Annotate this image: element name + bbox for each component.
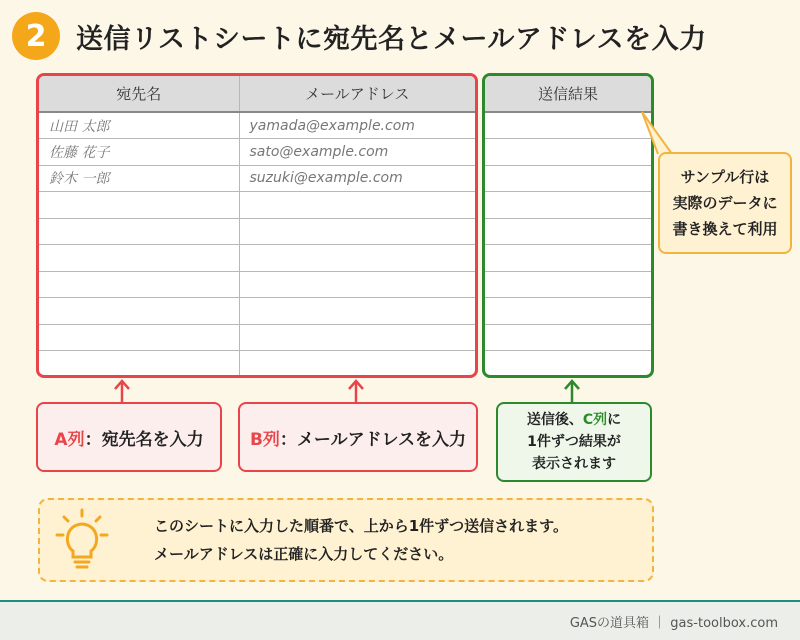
cell-name: 佐藤 花子 — [39, 139, 239, 166]
cell-email: suzuki@example.com — [239, 165, 475, 192]
cell-result — [485, 112, 651, 139]
cell-result — [485, 351, 651, 378]
arrow-up-icon — [562, 378, 582, 404]
column-c-line3: 表示されます — [532, 456, 616, 472]
table-row — [485, 298, 651, 325]
header — [12, 10, 707, 62]
cell-result — [485, 165, 651, 192]
cell-name — [39, 271, 239, 298]
cell-name: 鈴木 一郎 — [39, 165, 239, 192]
header-name: 宛先名 — [39, 76, 239, 112]
table-row — [39, 245, 475, 272]
tip-line-2: メールアドレスは正確に入力してください。 — [154, 545, 454, 563]
result-column-panel — [482, 73, 654, 378]
recipient-table — [39, 76, 475, 378]
sample-row-callout — [658, 152, 792, 254]
cell-name — [39, 324, 239, 351]
cell-result — [485, 324, 651, 351]
cell-name — [39, 351, 239, 378]
cell-email — [239, 324, 475, 351]
table-row — [39, 271, 475, 298]
cell-name — [39, 218, 239, 245]
table-row — [485, 192, 651, 219]
table-row — [39, 218, 475, 245]
cell-name — [39, 298, 239, 325]
header-email: メールアドレス — [239, 76, 475, 112]
column-c-line1: 送信後、 — [526, 412, 583, 428]
footer-credit: GASの道具箱 ｜ gas-toolbox.com — [569, 615, 778, 631]
cell-result — [485, 245, 651, 272]
arrow-up-icon — [112, 378, 132, 404]
table-row — [39, 112, 475, 139]
column-b-label — [238, 402, 478, 472]
arrow-up-icon — [346, 378, 366, 404]
cell-email — [239, 298, 475, 325]
table-row — [485, 351, 651, 378]
column-a-label — [36, 402, 222, 472]
cell-result — [485, 271, 651, 298]
cell-email — [239, 218, 475, 245]
footer — [0, 600, 800, 640]
column-c-label — [496, 402, 652, 482]
cell-result — [485, 192, 651, 219]
cell-result — [485, 218, 651, 245]
page-title: 送信リストシートに宛先名とメールアドレスを入力 — [76, 23, 707, 55]
column-b-text: ：メールアドレスを入力 — [279, 429, 467, 450]
callout-line: 書き換えて利用 — [672, 220, 778, 238]
table-row — [39, 351, 475, 378]
result-table — [485, 76, 651, 378]
input-columns-panel — [36, 73, 478, 378]
column-c-name: C列 — [582, 412, 608, 428]
column-c-line2: 1件ずつ結果が — [527, 434, 621, 450]
cell-email: yamada@example.com — [239, 112, 475, 139]
cell-result — [485, 298, 651, 325]
column-c-line1-end: に — [607, 412, 622, 428]
header-result: 送信結果 — [485, 76, 651, 112]
table-row — [485, 112, 651, 139]
table-row — [485, 324, 651, 351]
column-a-text: ：宛先名を入力 — [84, 429, 204, 450]
callout-line: 実際のデータに — [672, 194, 778, 212]
cell-email — [239, 245, 475, 272]
cell-email: sato@example.com — [239, 139, 475, 166]
step-number-badge: 2 — [12, 12, 60, 60]
column-b-name: B列 — [249, 429, 280, 450]
table-row — [39, 192, 475, 219]
cell-name — [39, 245, 239, 272]
lightbulb-icon — [54, 507, 110, 573]
table-row — [39, 298, 475, 325]
table-row — [485, 139, 651, 166]
tip-line-1: このシートに入力した順番で、上から1件ずつ送信されます。 — [154, 517, 568, 535]
callout-line: サンプル行は — [680, 168, 770, 186]
table-row — [485, 271, 651, 298]
cell-name: 山田 太郎 — [39, 112, 239, 139]
tip-box — [38, 498, 654, 582]
table-row — [39, 324, 475, 351]
table-row — [485, 165, 651, 192]
cell-email — [239, 192, 475, 219]
cell-email — [239, 271, 475, 298]
cell-result — [485, 139, 651, 166]
table-row — [485, 218, 651, 245]
table-row — [39, 165, 475, 192]
column-a-name: A列 — [54, 429, 85, 450]
cell-name — [39, 192, 239, 219]
table-row — [39, 139, 475, 166]
table-row — [485, 245, 651, 272]
cell-email — [239, 351, 475, 378]
